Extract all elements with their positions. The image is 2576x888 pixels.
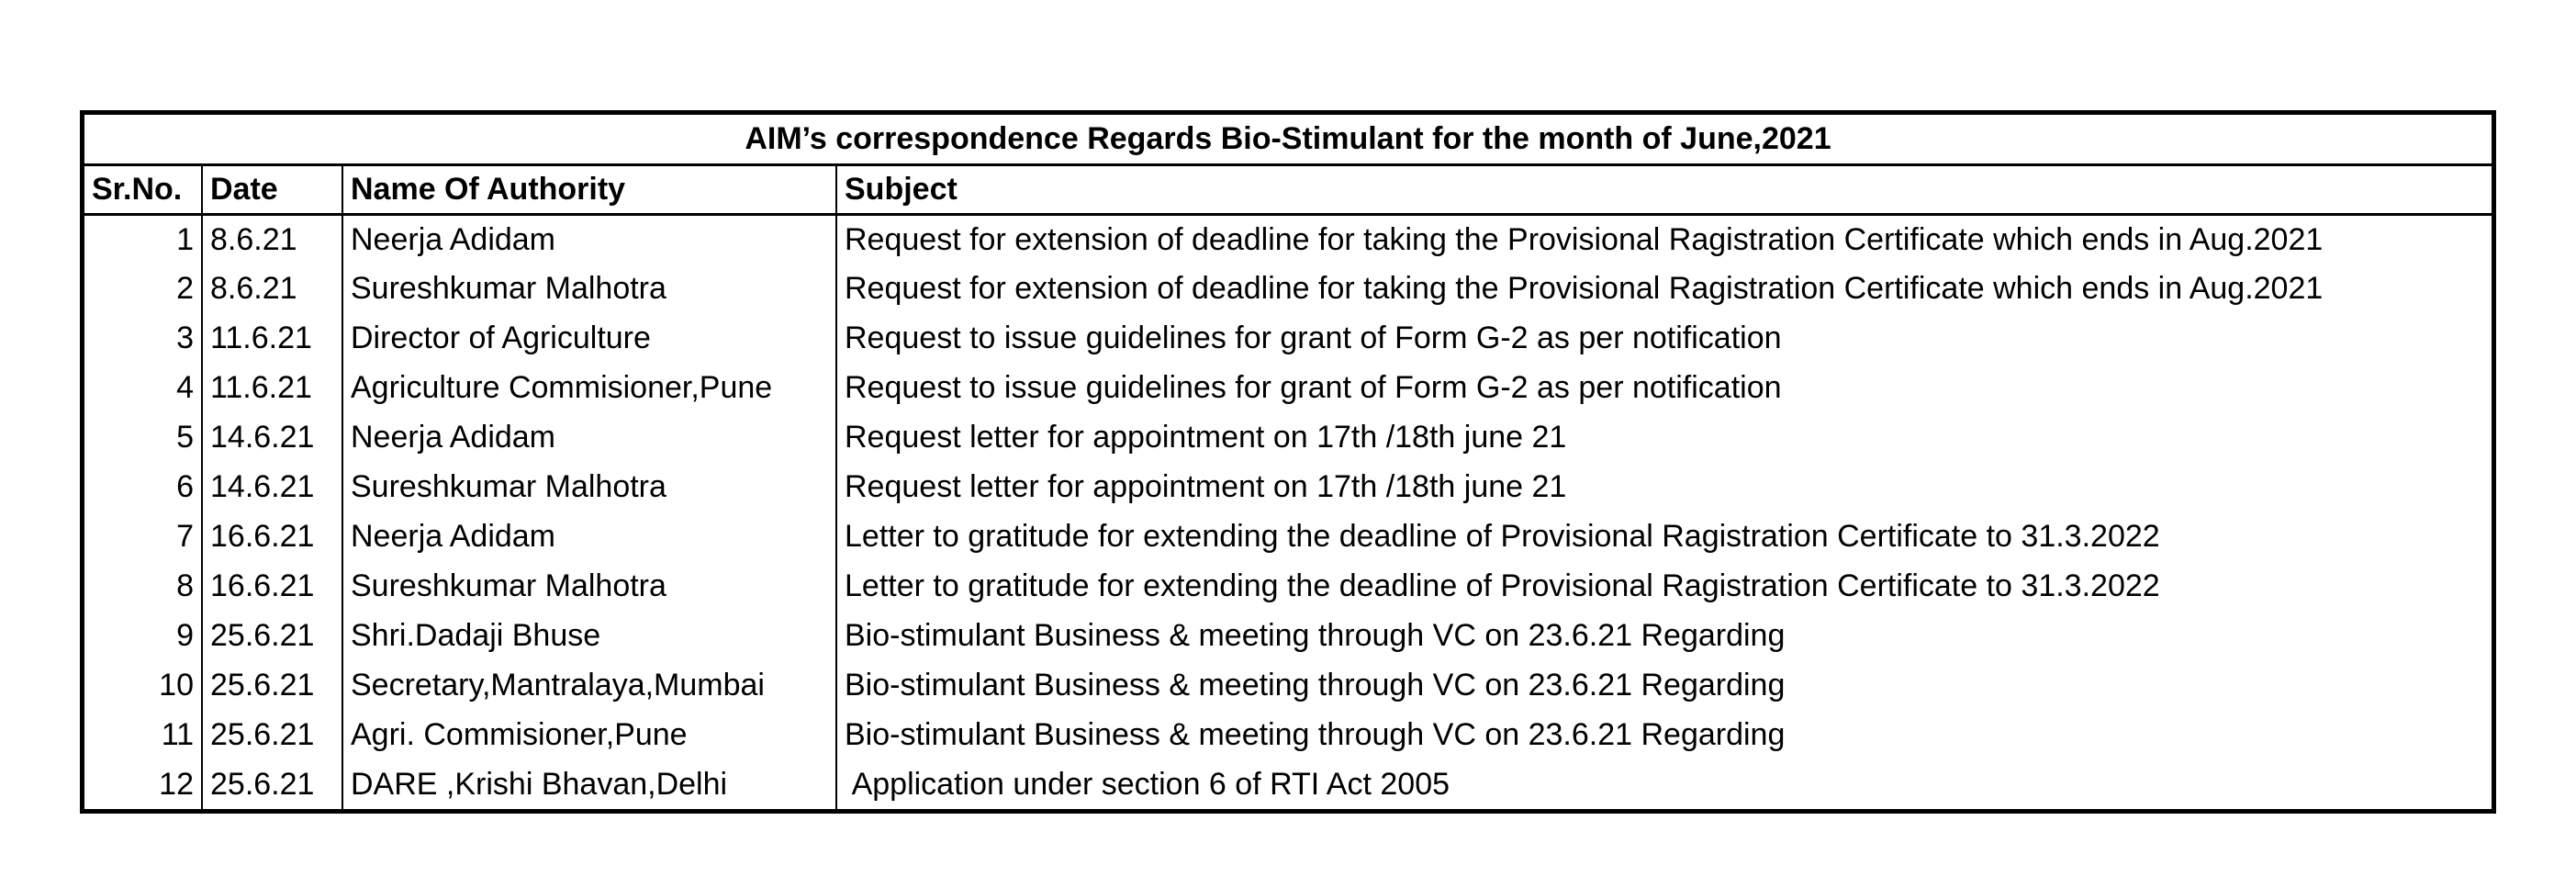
table-row: [84, 611, 2492, 660]
cell-subject: Request for extension of deadline for taking the Provisional Ragistration Certificate which ends in Aug.2021: [845, 221, 2324, 257]
table-row: [84, 561, 2492, 611]
cell-subject: Bio-stimulant Business & meeting through VC on 23.6.21 Regarding: [845, 618, 1786, 653]
table-row: [84, 264, 2492, 313]
table-row: [84, 363, 2492, 412]
cell-subject: Bio-stimulant Business & meeting through VC on 23.6.21 Regarding: [845, 717, 1786, 752]
cell-sr-no: 9: [84, 611, 202, 660]
table-row: [84, 462, 2492, 511]
cell-authority: DARE ,Krishi Bhavan,Delhi: [342, 759, 836, 809]
correspondence-table: [84, 115, 2492, 809]
cell-date: 25.6.21: [202, 660, 342, 710]
cell-date: 8.6.21: [202, 264, 342, 313]
cell-authority: Shri.Dadaji Bhuse: [342, 611, 836, 660]
cell-sr-no: 3: [84, 313, 202, 363]
cell-date: 11.6.21: [202, 313, 342, 363]
table-row: [84, 412, 2492, 462]
cell-sr-no: 11: [84, 710, 202, 759]
column-header-subject: Subject: [836, 164, 2492, 214]
cell-date: 16.6.21: [202, 511, 342, 561]
cell-date: 25.6.21: [202, 710, 342, 759]
cell-sr-no: 8: [84, 561, 202, 611]
table-body: [84, 214, 2492, 809]
cell-sr-no: 4: [84, 363, 202, 412]
column-header-authority: Name Of Authority: [342, 164, 836, 214]
table-row: [84, 759, 2492, 809]
cell-subject: Application under section 6 of RTI Act 2005: [845, 767, 1450, 802]
header-row: [84, 164, 2492, 214]
table-row: [84, 710, 2492, 759]
cell-subject: Bio-stimulant Business & meeting through VC on 23.6.21 Regarding: [845, 668, 1786, 703]
cell-authority: Agri. Commisioner,Pune: [342, 710, 836, 759]
cell-sr-no: 5: [84, 412, 202, 462]
table-row: [84, 511, 2492, 561]
cell-authority: Neerja Adidam: [342, 412, 836, 462]
cell-authority: Sureshkumar Malhotra: [342, 462, 836, 511]
column-header-date: Date: [202, 164, 342, 214]
cell-subject: Request letter for appointment on 17th /18th june 21: [845, 420, 1567, 455]
cell-authority: Neerja Adidam: [342, 214, 836, 264]
cell-date: 25.6.21: [202, 611, 342, 660]
cell-date: 16.6.21: [202, 561, 342, 611]
cell-sr-no: 7: [84, 511, 202, 561]
table-title: AIM’s correspondence Regards Bio-Stimulant for the month of June,2021: [84, 115, 2492, 164]
correspondence-sheet: [80, 110, 2496, 814]
cell-subject: Letter to gratitude for extending the deadline of Provisional Ragistration Certificate to 31.3.2022: [845, 519, 2160, 554]
title-row: [84, 115, 2492, 164]
column-header-sr-no: Sr.No.: [84, 164, 202, 214]
cell-sr-no: 10: [84, 660, 202, 710]
cell-date: 14.6.21: [202, 412, 342, 462]
cell-date: 8.6.21: [202, 214, 342, 264]
cell-subject: Request to issue guidelines for grant of Form G-2 as per notification: [845, 320, 1782, 355]
cell-authority: Sureshkumar Malhotra: [342, 561, 836, 611]
cell-subject: Request letter for appointment on 17th /18th june 21: [845, 469, 1567, 504]
cell-authority: Secretary,Mantralaya,Mumbai: [342, 660, 836, 710]
cell-date: 25.6.21: [202, 759, 342, 809]
table-row: [84, 214, 2492, 264]
cell-sr-no: 6: [84, 462, 202, 511]
cell-authority: Agriculture Commisioner,Pune: [342, 363, 836, 412]
cell-date: 14.6.21: [202, 462, 342, 511]
table-row: [84, 660, 2492, 710]
cell-authority: Neerja Adidam: [342, 511, 836, 561]
cell-authority: Director of Agriculture: [342, 313, 836, 363]
cell-subject: Request to issue guidelines for grant of Form G-2 as per notification: [845, 370, 1782, 405]
cell-sr-no: 2: [84, 264, 202, 313]
cell-authority: Sureshkumar Malhotra: [342, 264, 836, 313]
cell-sr-no: 1: [84, 214, 202, 264]
cell-subject: Letter to gratitude for extending the deadline of Provisional Ragistration Certificate to 31.3.2022: [845, 568, 2160, 603]
cell-date: 11.6.21: [202, 363, 342, 412]
cell-subject: Request for extension of deadline for taking the Provisional Ragistration Certificate which ends in Aug.2021: [845, 271, 2324, 306]
cell-sr-no: 12: [84, 759, 202, 809]
table-row: [84, 313, 2492, 363]
